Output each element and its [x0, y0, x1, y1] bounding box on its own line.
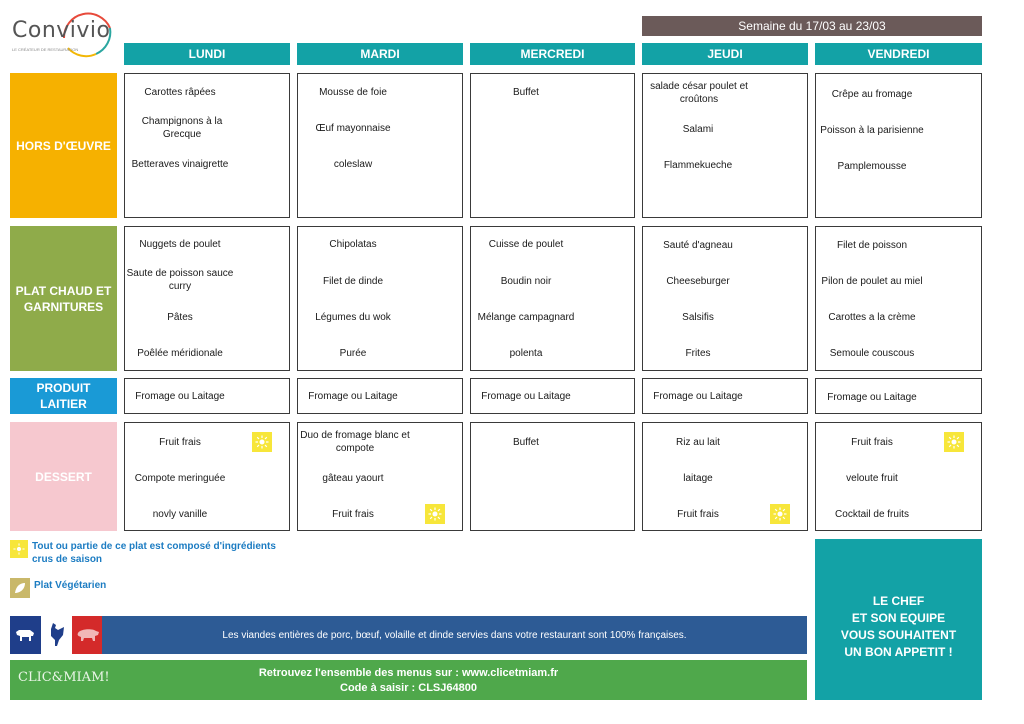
- menu-cell-lait-mardi: [297, 378, 463, 414]
- menu-item: Fruit frais: [332, 509, 374, 520]
- menu-item: Cheeseburger: [666, 276, 730, 287]
- menu-cell-plat-mardi: [297, 226, 463, 371]
- menu-item: Légumes du wok: [315, 312, 391, 323]
- menu-item: Frites: [685, 348, 711, 359]
- chef-line: VOUS SOUHAITENT: [840, 627, 957, 642]
- menu-cell-dessert-vendredi: [815, 422, 982, 531]
- menu-cell-dessert-mardi: [297, 422, 463, 531]
- menu-item: Filet de dinde: [322, 276, 384, 287]
- menu-item: Buffet: [513, 437, 539, 448]
- menu-item: Mousse de foie: [319, 87, 387, 98]
- menu-item: Champignons à la Grecque: [141, 116, 223, 140]
- menu-cell-hors-vendredi: [815, 73, 982, 218]
- menu-item: Saute de poisson sauce curry: [126, 268, 234, 292]
- menu-cell-plat-vendredi: [815, 226, 982, 371]
- menu-item: Fruit frais: [851, 437, 893, 448]
- day-header-mercredi: MERCREDI: [470, 43, 635, 65]
- menu-cell-hors-lundi: [124, 73, 290, 218]
- day-header-lundi: LUNDI: [124, 43, 290, 65]
- day-header-mardi: MARDI: [297, 43, 463, 65]
- chef-message-box: [815, 539, 982, 700]
- cow-icon: [14, 624, 36, 644]
- legend-veg-text: Plat Végétarien: [34, 580, 107, 591]
- row-label-dessert: DESSERT: [10, 422, 117, 531]
- menu-cell-lait-jeudi: [642, 378, 808, 414]
- menu-item: Purée: [339, 348, 367, 359]
- menu-cell-plat-lundi: [124, 226, 290, 371]
- menu-item: Sauté d'agneau: [663, 240, 733, 251]
- meat-origin-text: Les viandes entières de porc, bœuf, volaille et dinde servies dans votre restaurant sont 100% françaises.: [222, 629, 687, 641]
- menu-item: Crêpe au fromage: [831, 89, 913, 100]
- menu-item: Poêlée méridionale: [137, 348, 223, 359]
- menu-item: Carottes râpées: [144, 87, 216, 98]
- menu-item: Nuggets de poulet: [139, 239, 221, 250]
- clicetmiam-logo: CLIC&MIAM!: [18, 670, 110, 685]
- menu-item: Cuisse de poulet: [488, 239, 564, 250]
- row-label-produit-laitier: PRODUIT LAITIER: [10, 378, 117, 414]
- menu-item: Poisson à la parisienne: [820, 125, 924, 136]
- chef-line: LE CHEF: [872, 593, 925, 608]
- menu-item: Salami: [682, 124, 714, 135]
- day-header-jeudi: JEUDI: [642, 43, 808, 65]
- menu-item: Cocktail de fruits: [835, 509, 909, 520]
- menu-item: Boudin noir: [500, 276, 552, 287]
- menu-item: Mélange campagnard: [477, 312, 575, 323]
- clicetmiam-banner: [10, 660, 807, 700]
- menu-cell-plat-jeudi: [642, 226, 808, 371]
- menu-item: Duo de fromage blanc et compote: [300, 430, 410, 454]
- menu-item: Filet de poisson: [836, 240, 908, 251]
- chef-line: UN BON APPETIT !: [844, 644, 953, 659]
- row-label-hors-doeuvre: HORS D'ŒUVRE: [10, 73, 117, 218]
- menu-cell-hors-mercredi: [470, 73, 635, 218]
- menu-item: coleslaw: [333, 159, 373, 170]
- clicetmiam-code-text: Code à saisir : CLSJ64800: [340, 682, 477, 694]
- menu-item: salade césar poulet et croûtons: [650, 81, 748, 105]
- menu-item: gâteau yaourt: [322, 473, 384, 484]
- menu-item: Betteraves vinaigrette: [131, 159, 229, 170]
- menu-cell-hors-jeudi: [642, 73, 808, 218]
- rooster-icon: [45, 621, 67, 647]
- menu-item: Fromage ou Laitage: [827, 392, 917, 403]
- legend-raw: [10, 540, 282, 566]
- menu-item: Œuf mayonnaise: [315, 123, 391, 134]
- meat-origin-banner: [10, 616, 807, 654]
- menu-item: Riz au lait: [676, 437, 720, 448]
- menu-item: Flammekueche: [663, 160, 733, 171]
- convivio-logo: [6, 6, 116, 62]
- menu-item: Fruit frais: [159, 437, 201, 448]
- menu-cell-lait-lundi: [124, 378, 290, 414]
- menu-item: Pamplemousse: [837, 161, 907, 172]
- menu-cell-dessert-lundi: [124, 422, 290, 531]
- menu-item: laitage: [683, 473, 713, 484]
- menu-cell-lait-vendredi: [815, 378, 982, 414]
- menu-item: Chipolatas: [329, 239, 377, 250]
- menu-cell-hors-mardi: [297, 73, 463, 218]
- day-header-vendredi: VENDREDI: [815, 43, 982, 65]
- sun-icon: [770, 504, 790, 524]
- sun-icon: [252, 432, 272, 452]
- row-label-plat-chaud: PLAT CHAUD ET GARNITURES: [10, 226, 117, 371]
- chef-line: ET SON EQUIPE: [851, 610, 946, 625]
- menu-item: Compote meringuée: [134, 473, 226, 484]
- legend-veg: [10, 578, 106, 598]
- menu-item: Fromage ou Laitage: [135, 391, 225, 402]
- menu-item: Buffet: [513, 87, 539, 98]
- french-flag: [10, 616, 102, 654]
- sun-icon: [425, 504, 445, 524]
- menu-item: Fromage ou Laitage: [308, 391, 398, 402]
- clicetmiam-website-text[interactable]: Retrouvez l'ensemble des menus sur : www.clicetmiam.fr: [258, 667, 559, 679]
- menu-item: Carottes a la crème: [828, 312, 916, 323]
- week-range: Semaine du 17/03 au 23/03: [642, 16, 982, 36]
- menu-item: Pâtes: [167, 312, 193, 323]
- sun-icon: [10, 540, 28, 558]
- legend-raw-text: Tout ou partie de ce plat est composé d'ingrédients crus de saison: [32, 541, 276, 565]
- menu-item: Salsifis: [682, 312, 714, 323]
- menu-cell-lait-mercredi: [470, 378, 635, 414]
- logo-text: Convivio: [12, 18, 111, 43]
- menu-item: veloute fruit: [846, 473, 898, 484]
- pig-icon: [76, 624, 100, 644]
- menu-item: Fruit frais: [677, 509, 719, 520]
- menu-cell-dessert-mercredi: [470, 422, 635, 531]
- menu-cell-plat-mercredi: [470, 226, 635, 371]
- menu-item: Fromage ou Laitage: [481, 391, 571, 402]
- menu-item: Semoule couscous: [829, 348, 915, 359]
- logo-tagline: LE CRÉATEUR DE RESTAURATION: [12, 47, 79, 52]
- menu-item: polenta: [509, 348, 543, 359]
- menu-item: Pilon de poulet au miel: [821, 276, 923, 287]
- leaf-icon: [10, 578, 30, 598]
- menu-item: Fromage ou Laitage: [653, 391, 743, 402]
- sun-icon: [944, 432, 964, 452]
- menu-item: novly vanille: [152, 509, 208, 520]
- menu-cell-dessert-jeudi: [642, 422, 808, 531]
